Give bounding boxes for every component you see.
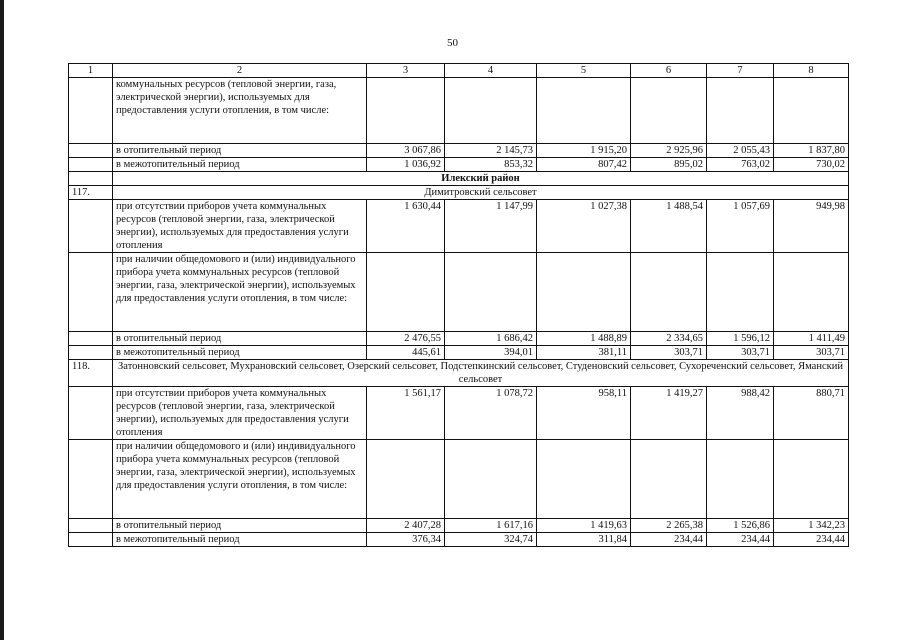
value-cell: 1 419,63 — [537, 519, 631, 533]
value-cell: 1 630,44 — [367, 200, 445, 253]
number-cell — [69, 158, 113, 172]
number-cell — [69, 346, 113, 360]
period-label: в межотопительный период — [113, 346, 367, 360]
value-cell — [774, 78, 849, 144]
value-cell: 763,02 — [707, 158, 774, 172]
table-row — [69, 440, 849, 519]
row-number: 117. — [69, 186, 113, 200]
value-cell — [774, 440, 849, 519]
number-cell — [69, 253, 113, 332]
value-cell — [631, 78, 707, 144]
value-cell — [707, 78, 774, 144]
header-cell: 5 — [537, 64, 631, 78]
number-cell — [69, 144, 113, 158]
value-cell: 2 925,96 — [631, 144, 707, 158]
number-cell — [69, 519, 113, 533]
table-row — [69, 332, 849, 346]
value-cell — [537, 440, 631, 519]
table-row — [69, 346, 849, 360]
value-cell: 2 265,38 — [631, 519, 707, 533]
table-row — [69, 533, 849, 547]
value-cell: 303,71 — [774, 346, 849, 360]
value-cell: 730,02 — [774, 158, 849, 172]
value-cell: 2 334,65 — [631, 332, 707, 346]
value-cell — [537, 78, 631, 144]
number-cell — [69, 533, 113, 547]
value-cell: 311,84 — [537, 533, 631, 547]
area-title: Димитровский сельсовет — [113, 186, 849, 200]
value-cell: 1 147,99 — [445, 200, 537, 253]
header-cell: 2 — [113, 64, 367, 78]
value-cell: 1 411,49 — [774, 332, 849, 346]
period-label: в отопительный период — [113, 144, 367, 158]
header-cell: 6 — [631, 64, 707, 78]
value-cell: 1 561,17 — [367, 387, 445, 440]
page-number: 50 — [447, 37, 458, 49]
value-cell: 303,71 — [707, 346, 774, 360]
number-cell — [69, 172, 113, 186]
value-cell — [631, 440, 707, 519]
value-cell — [537, 253, 631, 332]
value-cell: 1 488,54 — [631, 200, 707, 253]
value-cell: 853,32 — [445, 158, 537, 172]
number-cell — [69, 200, 113, 253]
value-cell: 234,44 — [707, 533, 774, 547]
value-cell: 1 027,38 — [537, 200, 631, 253]
tariff-table — [68, 63, 849, 547]
value-cell: 234,44 — [631, 533, 707, 547]
value-cell: 324,74 — [445, 533, 537, 547]
value-cell: 895,02 — [631, 158, 707, 172]
value-cell — [445, 440, 537, 519]
value-cell — [707, 440, 774, 519]
value-cell: 1 686,42 — [445, 332, 537, 346]
value-cell: 1 617,16 — [445, 519, 537, 533]
value-cell: 381,11 — [537, 346, 631, 360]
value-cell: 1 419,27 — [631, 387, 707, 440]
period-label: в межотопительный период — [113, 533, 367, 547]
value-cell: 303,71 — [631, 346, 707, 360]
value-cell: 1 526,86 — [707, 519, 774, 533]
number-cell — [69, 387, 113, 440]
value-cell: 234,44 — [774, 533, 849, 547]
row-number: 118. — [69, 360, 113, 387]
value-cell: 376,34 — [367, 533, 445, 547]
table-row — [69, 78, 849, 144]
value-cell: 3 067,86 — [367, 144, 445, 158]
value-cell: 807,42 — [537, 158, 631, 172]
area-row — [69, 360, 849, 387]
value-cell: 394,01 — [445, 346, 537, 360]
value-cell: 1 036,92 — [367, 158, 445, 172]
value-cell: 1 342,23 — [774, 519, 849, 533]
period-label: в отопительный период — [113, 519, 367, 533]
number-cell — [69, 440, 113, 519]
description-cell: при отсутствии приборов учета коммунальных ресурсов (тепловой энергии, газа, электрической энергии), используемых для предоставления услуги отопления — [113, 200, 367, 253]
number-cell — [69, 332, 113, 346]
header-cell: 3 — [367, 64, 445, 78]
header-cell: 8 — [774, 64, 849, 78]
scan-edge-bar — [0, 0, 4, 640]
table-row — [69, 253, 849, 332]
value-cell: 1 488,89 — [537, 332, 631, 346]
value-cell: 1 915,20 — [537, 144, 631, 158]
value-cell — [631, 253, 707, 332]
district-row — [69, 172, 849, 186]
area-row — [69, 186, 849, 200]
table-row — [69, 387, 849, 440]
value-cell: 2 055,43 — [707, 144, 774, 158]
value-cell — [707, 253, 774, 332]
value-cell: 1 596,12 — [707, 332, 774, 346]
table-body — [69, 64, 849, 547]
area-title: Затонновский сельсовет, Мухрановский сельсовет, Озерский сельсовет, Подстепкинский сельсовет, Студеновский сельсовет, Сухореченский сельсовет, Яманский сельсовет — [113, 360, 849, 387]
value-cell — [445, 78, 537, 144]
value-cell: 988,42 — [707, 387, 774, 440]
number-cell — [69, 78, 113, 144]
value-cell — [367, 78, 445, 144]
value-cell: 1 078,72 — [445, 387, 537, 440]
value-cell: 880,71 — [774, 387, 849, 440]
value-cell: 958,11 — [537, 387, 631, 440]
value-cell: 1 837,80 — [774, 144, 849, 158]
value-cell: 1 057,69 — [707, 200, 774, 253]
value-cell: 2 476,55 — [367, 332, 445, 346]
value-cell — [774, 253, 849, 332]
period-label: в отопительный период — [113, 332, 367, 346]
description-cell: коммунальных ресурсов (тепловой энергии, газа, электрической энергии), используемых для предоставления услуги отопления, в том числе: — [113, 78, 367, 144]
value-cell: 2 145,73 — [445, 144, 537, 158]
header-cell: 4 — [445, 64, 537, 78]
value-cell — [367, 253, 445, 332]
description-cell: при отсутствии приборов учета коммунальных ресурсов (тепловой энергии, газа, электрической энергии), используемых для предоставления услуги отопления — [113, 387, 367, 440]
table-row — [69, 200, 849, 253]
description-cell: при наличии общедомового и (или) индивидуального прибора учета коммунальных ресурсов (тепловой энергии, газа, электрической энергии), используемых для предоставления услуги отопления, в том числе: — [113, 253, 367, 332]
table-row — [69, 158, 849, 172]
value-cell: 2 407,28 — [367, 519, 445, 533]
period-label: в межотопительный период — [113, 158, 367, 172]
value-cell — [445, 253, 537, 332]
description-cell: при наличии общедомового и (или) индивидуального прибора учета коммунальных ресурсов (тепловой энергии, газа, электрической энергии), используемых для предоставления услуги отопления, в том числе: — [113, 440, 367, 519]
header-cell: 1 — [69, 64, 113, 78]
district-title: Илекский район — [113, 172, 849, 186]
header-cell: 7 — [707, 64, 774, 78]
value-cell — [367, 440, 445, 519]
value-cell: 445,61 — [367, 346, 445, 360]
table-row — [69, 144, 849, 158]
table-row — [69, 519, 849, 533]
value-cell: 949,98 — [774, 200, 849, 253]
header-row — [69, 64, 849, 78]
